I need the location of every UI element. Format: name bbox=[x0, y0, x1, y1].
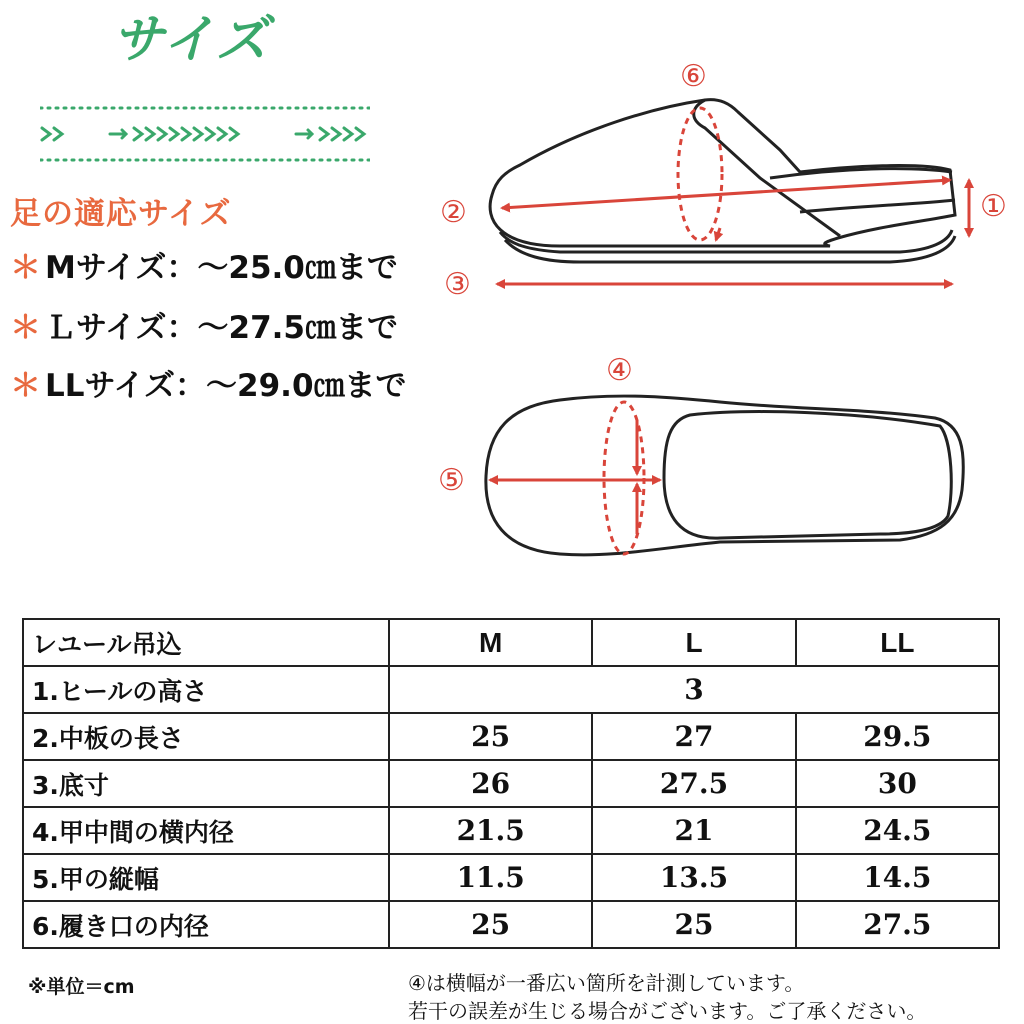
table-row bbox=[23, 901, 999, 948]
slipper-top-view bbox=[486, 396, 963, 555]
marker-4-label: ④ bbox=[606, 353, 633, 388]
error-note: 若干の誤差が生じる場合がございます。ご了承ください。 bbox=[408, 999, 927, 1023]
row-label: 4.甲中間の横内径 bbox=[23, 807, 389, 854]
star-icon: ＊ bbox=[10, 250, 41, 286]
measurement-lines bbox=[490, 108, 969, 554]
cell-l: 25 bbox=[592, 901, 795, 948]
cell-m: 21.5 bbox=[389, 807, 592, 854]
slipper-diagram bbox=[428, 48, 1024, 588]
measurement-markers bbox=[438, 59, 1007, 498]
measurement-note: ④は横幅が一番広い箇所を計測しています。 bbox=[408, 971, 805, 995]
table-header-row bbox=[23, 619, 999, 666]
row-label: 2.中板の長さ bbox=[23, 713, 389, 760]
cell-m: 25 bbox=[389, 713, 592, 760]
fit-size-l-text: Ｌサイズ：～27.5㎝まで bbox=[45, 310, 399, 346]
table-header-m: M bbox=[389, 619, 592, 666]
cell-ll: 14.5 bbox=[796, 854, 999, 901]
page-title: サイズ bbox=[112, 10, 270, 70]
fit-size-heading: 足の適応サイズ bbox=[10, 196, 232, 232]
cell-m: 25 bbox=[389, 901, 592, 948]
slipper-side-view bbox=[490, 100, 955, 262]
cell-ll: 30 bbox=[796, 760, 999, 807]
marker-5-label: ⑤ bbox=[438, 463, 465, 498]
cell-m: 11.5 bbox=[389, 854, 592, 901]
row-label: 6.履き口の内径 bbox=[23, 901, 389, 948]
table-row bbox=[23, 713, 999, 760]
table-header-l: L bbox=[592, 619, 795, 666]
table-row bbox=[23, 760, 999, 807]
table-row bbox=[23, 807, 999, 854]
marker-6-label: ⑥ bbox=[680, 59, 707, 94]
heel-value: 3 bbox=[389, 666, 999, 713]
cell-l: 21 bbox=[592, 807, 795, 854]
unit-note: ※単位＝cm bbox=[28, 976, 135, 998]
table-header-label: レユール吊込 bbox=[23, 619, 389, 666]
fit-size-m bbox=[10, 250, 398, 287]
row-label: 1.ヒールの高さ bbox=[23, 666, 389, 713]
table-header-ll: LL bbox=[796, 619, 999, 666]
size-table bbox=[22, 618, 1000, 949]
star-icon: ＊ bbox=[10, 310, 41, 346]
cell-m: 26 bbox=[389, 760, 592, 807]
decorative-arrow-pattern bbox=[40, 104, 370, 164]
cell-l: 13.5 bbox=[592, 854, 795, 901]
cell-l: 27 bbox=[592, 713, 795, 760]
row-label: 5.甲の縦幅 bbox=[23, 854, 389, 901]
row-label: 3.底寸 bbox=[23, 760, 389, 807]
cell-ll: 29.5 bbox=[796, 713, 999, 760]
cell-l: 27.5 bbox=[592, 760, 795, 807]
fit-size-m-text: Mサイズ：～25.0㎝まで bbox=[45, 250, 398, 286]
fit-size-l bbox=[10, 310, 398, 347]
table-row bbox=[23, 666, 999, 713]
table-row bbox=[23, 854, 999, 901]
marker-2-label: ② bbox=[440, 195, 467, 230]
cell-ll: 27.5 bbox=[796, 901, 999, 948]
fit-size-ll-text: LLサイズ：～29.0㎝まで bbox=[45, 368, 407, 404]
marker-1-label: ① bbox=[980, 189, 1007, 224]
cell-ll: 24.5 bbox=[796, 807, 999, 854]
star-icon: ＊ bbox=[10, 368, 41, 404]
marker-3-label: ③ bbox=[444, 267, 471, 302]
fit-size-ll bbox=[10, 368, 407, 405]
